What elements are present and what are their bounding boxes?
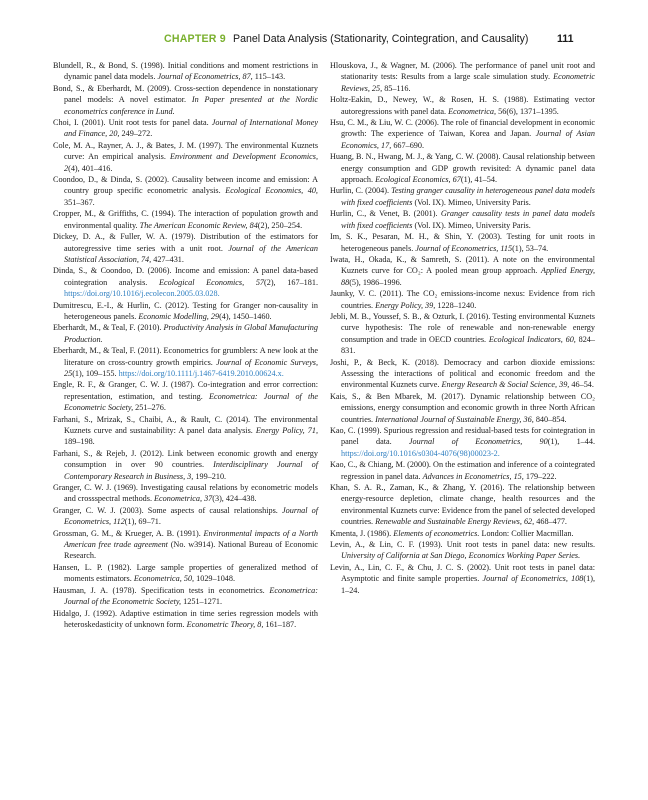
reference-entry <box>330 528 595 539</box>
reference-details: (3), 424–438. <box>212 494 257 504</box>
reference-source: Econometrica: Journal of the Econometric Society, <box>64 391 319 413</box>
reference-details: (1), 69–71. <box>124 517 161 527</box>
reference-source: Journal of Econometrics, 87, <box>157 72 253 82</box>
reference-entry <box>53 528 318 562</box>
reference-details: 189–198. <box>64 437 95 447</box>
reference-source: Econometrica: Journal of the Econometric Society, <box>64 585 318 607</box>
reference-details: (1), 109–155. <box>72 368 119 378</box>
reference-text: Farhani, S., & Rejeb, J. (2012). Link between economic growth and energy consumption in over 90 countries. <box>53 448 318 470</box>
reference-entry <box>330 311 595 357</box>
reference-text: Coondoo, D., & Dinda, S. (2002). Causality between income and emission: A country group specific econometric analysis. <box>53 175 318 196</box>
reference-details: (No. w3914). National Bureau of Economic Research. <box>64 540 318 561</box>
reference-entry <box>53 265 318 299</box>
reference-source: Advances in Econometrics, 15, <box>422 471 524 481</box>
reference-text: Bond, S., & Eberhardt, M. (2009). Cross-section dependence in nonstationary panel models: A novel estimator. <box>53 83 318 105</box>
reference-source: Ecological Economics, 57 <box>159 277 265 287</box>
reference-entry <box>53 379 318 413</box>
reference-source: Ecological Indicators, 60, <box>488 334 576 344</box>
reference-details: (5), 1986–1996. <box>349 277 402 287</box>
reference-entry <box>53 117 318 140</box>
reference-entry <box>330 231 595 254</box>
reference-entry <box>53 608 318 631</box>
reference-details: (Vol. IX). Mimeo, University Paris. <box>412 197 531 207</box>
reference-details: 1228–1240. <box>435 300 477 310</box>
reference-source: Environment and Development Economics, 2 <box>64 152 318 173</box>
reference-details: 161–187. <box>263 619 297 629</box>
reference-text: Grossman, G. M., & Krueger, A. B. (1991). <box>53 528 204 538</box>
reference-entry <box>53 322 318 345</box>
reference-source: Testing granger causality in heterogeneous panel data models with fixed coefficients <box>341 186 595 207</box>
reference-entry <box>330 94 595 117</box>
reference-source: In Paper presented at the Nordic econometrics conference in Lund. <box>64 95 318 116</box>
reference-entry <box>53 482 318 505</box>
reference-text: Kao, C. (1999). Spurious regression and residual-based tests for cointegration in panel data. <box>330 426 595 447</box>
reference-text: Hsu, C. M., & Liu, W. C. (2006). The role of financial development in economic growth: The experience of Taiwan, Korea and Japan. <box>330 118 595 139</box>
reference-source: Productivity Analysis in Global Manufacturing Production. <box>64 323 318 344</box>
reference-source: The American Economic Review, 84 <box>139 220 258 230</box>
reference-text: Dumitrescu, E.-I., & Hurlin, C. (2012). Testing for Granger non-causality in heterogeneous panels. <box>53 300 318 321</box>
reference-text: Choi, I. (2001). Unit root tests for panel data. <box>53 118 212 128</box>
reference-details: (1), 53–74. <box>512 243 549 253</box>
reference-text: Granger, C. W. J. (2003). Some aspects of causal relationships. <box>53 505 282 515</box>
reference-entry <box>330 185 595 208</box>
reference-source: Energy Policy, 71, <box>255 426 318 435</box>
reference-text: Khan, S. A. R., Zaman, K., & Zhang, Y. (2016). The relationship between energy-resource depletion, climate change, health resources and the environmental Kuznets curve: Evidence from the panel of selected developed countries. <box>330 483 595 527</box>
reference-details: 251–276. <box>133 403 166 413</box>
reference-entry <box>53 60 318 83</box>
reference-details: (4), 401–416. <box>68 163 113 173</box>
reference-entry <box>330 562 595 596</box>
reference-details: 840–854. <box>533 414 567 424</box>
reference-text: Hansen, L. P. (1982). Large sample properties of generalized method of moments estimators. <box>53 562 318 584</box>
reference-text: Hurlin, C. (2004). <box>330 186 392 196</box>
reference-details: (2), 167–181. <box>264 277 318 287</box>
reference-text: Joshi, P., & Beck, K. (2018). Democracy and carbon dioxide emissions: Assessing the interactions of political and economic freedom and the environmental Kuznets curve. <box>330 357 595 390</box>
reference-text: Levin, A., Lin, C. F., & Chu, J. C. S. (2002). Unit root tests in panel data: Asymptotic and finite sample properties. <box>330 562 595 584</box>
reference-entry <box>53 140 318 174</box>
reference-entry <box>330 208 595 231</box>
reference-entry <box>330 391 595 425</box>
reference-details: 427–431. <box>151 254 184 264</box>
reference-source: Elements of econometrics. <box>393 528 480 538</box>
reference-entry <box>330 425 595 459</box>
page-number: 111 <box>557 33 574 45</box>
reference-details: 56(6), 1371–1395. <box>496 106 559 116</box>
reference-text: Hurlin, C., & Venet, B. (2001). <box>330 209 441 219</box>
reference-source: Journal of Economic Surveys, 25 <box>64 357 318 378</box>
reference-details: (1), 41–54. <box>460 175 497 185</box>
reference-details: (1), 1–44. <box>547 437 595 447</box>
reference-text: Cole, M. A., Rayner, A. J., & Bates, J. M. (1997). The environmental Kuznets curve: An empirical analysis. <box>53 140 318 162</box>
reference-source: Applied Energy, 88 <box>341 266 595 287</box>
reference-details: London: Collier Macmillan. <box>479 528 574 538</box>
reference-entry <box>330 357 595 391</box>
reference-details: 115–143. <box>252 72 286 82</box>
reference-source: Granger causality tests in panel data models with fixed coefficients <box>341 209 595 230</box>
running-header <box>0 33 648 49</box>
reference-entry <box>53 174 318 208</box>
reference-entry <box>53 562 318 585</box>
reference-text: Dinda, S., & Coondoo, D. (2006). Income and emission: A panel data-based cointegration analysis. <box>53 266 318 287</box>
doi-link[interactable]: https://doi.org/10.1111/j.1467-6419.2010.00624.x. <box>118 368 284 378</box>
reference-source: Econometrica, 37 <box>154 494 213 504</box>
reference-entry <box>53 505 318 528</box>
reference-source: Journal of International Money and Finance, 20, <box>64 118 318 139</box>
reference-text: Hausman, J. A. (1978). Specification tests in econometrics. <box>53 585 270 595</box>
reference-text: Huang, B. N., Hwang, M. J., & Yang, C. W. (2008). Causal relationship between energy consumption and GDP growth revisited: A dynamic panel data approach. <box>330 152 595 185</box>
reference-details: 667–690. <box>391 140 425 150</box>
reference-details: 46–54. <box>569 380 594 390</box>
reference-source: Econometrica, 50, <box>133 574 195 584</box>
reference-source: Journal of Econometrics, 115 <box>415 243 513 253</box>
reference-source: Interdisciplinary Journal of Contemporary Research in Business, 3, <box>64 460 318 481</box>
reference-source: Econometric Theory, 8, <box>186 619 264 629</box>
reference-entry <box>330 539 595 562</box>
reference-details: (4), 1450–1460. <box>219 311 272 321</box>
reference-details: 468–477. <box>534 517 567 527</box>
reference-text: Hidalgo, J. (1992). Adaptive estimation in time series regression models with heteroskedasticity of unknown form. <box>53 608 318 629</box>
reference-text: Blundell, R., & Bond, S. (1998). Initial conditions and moment restrictions in dynamic panel data models. <box>53 61 318 82</box>
reference-text: Eberhardt, M., & Teal, F. (2010). <box>53 323 164 333</box>
reference-source: University of California at San Diego, Economics Working Paper Series. <box>341 551 581 561</box>
reference-text: Dickey, D. A., & Fuller, W. A. (1979). Distribution of the estimators for autoregressive time series with a unit root. <box>53 232 318 253</box>
reference-text: Kais, S., & Ben Mbarek, M. (2017). Dynamic relationship between CO₂ emissions, energy consumption and economic growth in three North African countries. <box>330 391 595 424</box>
reference-source: Journal of Econometrics, 90 <box>408 437 548 447</box>
reference-source: Journal of Econometrics, 108 <box>482 574 584 584</box>
reference-entry <box>330 151 595 185</box>
reference-details: 1029–1048. <box>194 574 236 584</box>
reference-source: Journal of the American Statistical Association, 74, <box>64 243 318 264</box>
reference-entry <box>53 345 318 379</box>
reference-text: Kao, C., & Chiang, M. (2000). On the estimation and inference of a cointegrated regression in panel data. <box>330 460 595 481</box>
reference-source: Ecological Economics, 40, <box>225 186 318 196</box>
reference-details: 199–210. <box>193 471 227 481</box>
reference-details: (2), 250–254. <box>257 220 303 230</box>
reference-entry <box>53 300 318 323</box>
doi-link[interactable]: https://doi.org/10.1016/s0304-4076(98)00023-2. <box>341 448 500 458</box>
reference-text: Jaunky, V. C. (2011). The CO₂ emissions-income nexus: Evidence from rich countries. <box>330 289 595 310</box>
reference-details: 85–116. <box>382 83 411 93</box>
doi-link[interactable]: https://doi.org/10.1016/j.ecolecon.2005.03.028. <box>64 289 220 299</box>
reference-details: 1251–1271. <box>181 597 223 607</box>
reference-entry <box>330 254 595 288</box>
reference-source: Energy Policy, 39, <box>375 300 436 310</box>
reference-text: Farhani, S., Mrizak, S., Chaibi, A., & Rault, C. (2014). The environmental Kuznets curve and sustainability: A panel data analysis. <box>53 414 318 435</box>
reference-source: International Journal of Sustainable Energy, 36, <box>375 414 534 424</box>
reference-entry <box>330 60 595 94</box>
reference-details: 249–272. <box>119 129 153 139</box>
reference-source: Renewable and Sustainable Energy Reviews, 62, <box>375 517 535 527</box>
chapter-label: CHAPTER 9 <box>164 33 226 45</box>
references-right-column <box>330 60 595 596</box>
reference-entry <box>53 208 318 231</box>
reference-entry <box>53 231 318 265</box>
reference-entry <box>53 414 318 448</box>
reference-source: Ecological Economics, 67 <box>375 175 461 185</box>
reference-text: Jebli, M. B., Youssef, S. B., & Ozturk, I. (2016). Testing environmental Kuznets curve hypothesis: The role of renewable and non-renewable energy consumption and trade in OECD countries. <box>330 311 595 344</box>
reference-text: Granger, C. W. J. (1969). Investigating causal relations by econometric models and crossspectral methods. <box>53 483 318 504</box>
reference-source: Energy Research & Social Science, 39, <box>441 380 570 390</box>
references-left-column <box>53 60 318 630</box>
reference-entry <box>330 459 595 482</box>
reference-text: Engle, R. F., & Granger, C. W. J. (1987). Co-integration and error correction: representation, estimation, and testing. <box>53 380 318 401</box>
reference-details: (1), 1–24. <box>341 574 595 595</box>
reference-text: Cropper, M., & Griffiths, C. (1994). The interaction of population growth and environmental quality. <box>53 209 318 230</box>
reference-text: Iwata, H., Okada, K., & Samreth, S. (2011). A note on the environmental Kuznets curve for CO₂: A pooled mean group approach. <box>330 254 595 276</box>
reference-text: Holtz-Eakin, D., Newey, W., & Rosen, H. S. (1988). Estimating vector autoregressions with panel data. <box>330 95 595 116</box>
reference-source: Econometric Reviews, 25, <box>341 72 595 93</box>
reference-entry <box>330 117 595 151</box>
reference-source: Economic Modelling, 29 <box>138 311 220 321</box>
reference-source: Journal of Econometrics, 112 <box>64 505 318 527</box>
reference-entry <box>53 585 318 608</box>
reference-text: Levin, A., & Lin, C. F. (1993). Unit root tests in panel data: new results. <box>330 540 595 550</box>
reference-text: Kmenta, J. (1986). <box>330 528 394 538</box>
reference-details: 351–367. <box>64 197 95 207</box>
reference-entry <box>53 83 318 117</box>
reference-text: Hlouskova, J., & Wagner, M. (2006). The performance of panel unit root and stationarity tests: Results from a large scale simulation study. <box>330 61 595 82</box>
reference-entry <box>330 482 595 528</box>
reference-source: Econometrica, <box>448 106 497 116</box>
reference-text: Eberhardt, M., & Teal, F. (2011). Econometrics for grumblers: A new look at the literature on cross-country growth empirics. <box>53 346 318 367</box>
reference-source: Journal of Asian Economics, 17, <box>341 129 595 150</box>
reference-details: 824–831. <box>341 334 595 356</box>
reference-entry <box>53 448 318 482</box>
reference-source: Environmental impacts of a North American free trade agreement <box>64 528 318 550</box>
reference-details: 179–222. <box>523 471 557 481</box>
chapter-title: Panel Data Analysis (Stationarity, Cointegration, and Causality) <box>233 33 529 45</box>
reference-text: Im, S. K., Pesaran, M. H., & Shin, Y. (2003). Testing for unit roots in heterogeneous panels. <box>330 232 595 253</box>
reference-details: (Vol. IX). Mimeo, University Paris. <box>412 220 531 230</box>
reference-entry <box>330 288 595 311</box>
